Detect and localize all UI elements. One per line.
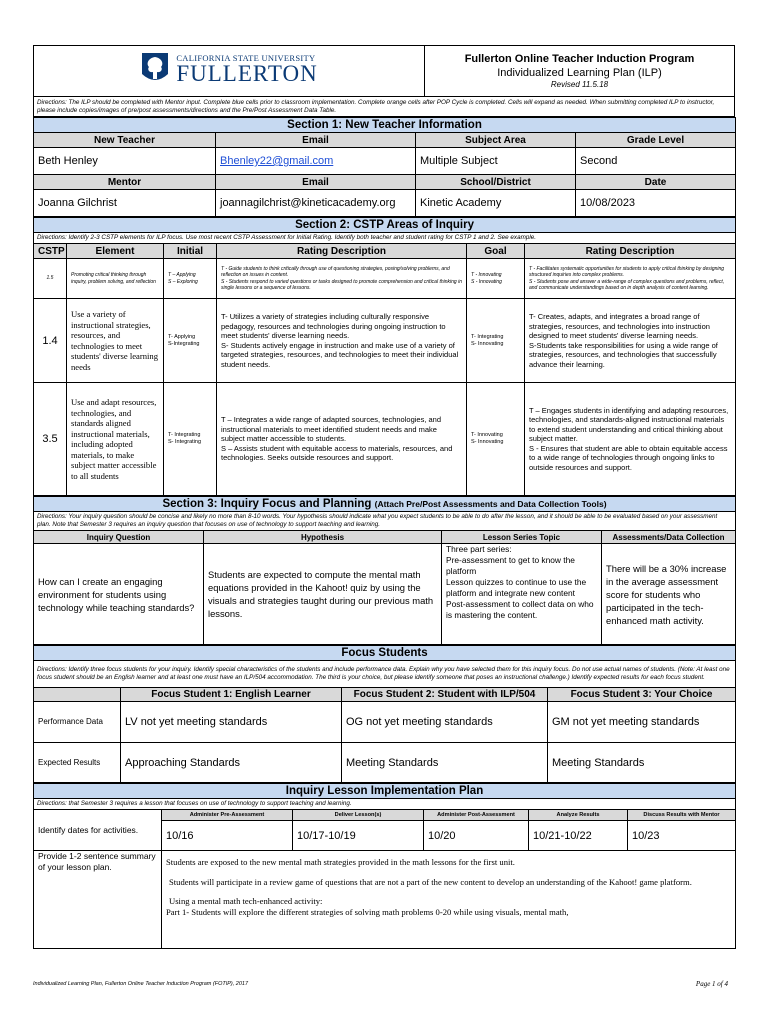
summary-line: Students are exposed to the new mental math strategies provided in the math lessons for the first unit.	[166, 857, 515, 867]
cstp-element[interactable]: Use and adapt resources, technologies, and standards aligned instructional materials, including adopted materials, to make subject matter accessible to all students	[67, 383, 164, 496]
logo-cell	[34, 46, 425, 97]
summary-line: Using a mental math tech-enhanced activity:	[169, 896, 323, 906]
pre-assessment-header: Administer Pre-Assessment	[162, 810, 293, 821]
cstp-number: 3.5	[34, 383, 67, 496]
mentor-email-value[interactable]: joannagilchrist@kineticacademy.org	[216, 190, 416, 217]
summary-line: Students will participate in a review game of questions that are not a part of the new content to develop an understanding of the Kahoot! game platform.	[169, 876, 692, 887]
performance-data-label: Performance Data	[34, 702, 121, 743]
section1-table	[33, 117, 736, 217]
hypothesis-header: Hypothesis	[204, 531, 442, 544]
initial-header: Initial	[164, 244, 217, 259]
header-table	[33, 45, 735, 117]
focus-student2-expected[interactable]: Meeting Standards	[342, 743, 548, 783]
deliver-lessons-header: Deliver Lesson(s)	[293, 810, 424, 821]
focus-corner-cell	[34, 688, 121, 702]
cstp-initial[interactable]: T- Integrating S- Integrating	[164, 383, 217, 496]
plan-title: Individualized Learning Plan (ILP)	[497, 67, 662, 79]
focus-student1-performance[interactable]: LV not yet meeting standards	[121, 702, 342, 743]
focus-student2-performance[interactable]: OG not yet meeting standards	[342, 702, 548, 743]
teacher-email-value[interactable]	[216, 148, 416, 175]
focus-student3-expected[interactable]: Meeting Standards	[548, 743, 736, 783]
university-logo	[140, 52, 317, 86]
focus-student1-header: Focus Student 1: English Learner	[121, 688, 342, 702]
section1-title: Section 1: New Teacher Information	[34, 118, 736, 133]
program-title-cell	[425, 46, 735, 97]
example-goal: T - Innovating S - Innovating	[467, 259, 525, 299]
summary-label: Provide 1-2 sentence summary of your lesson plan.	[34, 851, 162, 949]
example-row	[34, 259, 736, 299]
subject-area-value[interactable]: Multiple Subject	[416, 148, 576, 175]
assessments-header: Assessments/Data Collection	[602, 531, 736, 544]
cstp-goal-description[interactable]: T- Creates, adapts, and integrates a broad range of strategies, resources, and technologies into instruction designed to meet students' diverse learning needs. S-Students take responsibilities for using a wide range of strategies, resources, and technologies that successfully advance their learning.	[525, 299, 736, 383]
summary-line: Part 1- Students will explore the different strategies of solving math problems 0-20 while using visuals, mental math,	[166, 906, 569, 917]
post-assessment-header: Administer Post-Assessment	[424, 810, 529, 821]
school-district-header: School/District	[416, 175, 576, 190]
focus-title: Focus Students	[34, 646, 736, 661]
element-header: Element	[67, 244, 164, 259]
implementation-directions: Directions: that Semester 3 requires a lesson that focuses on use of technology to support teaching and learning.	[34, 799, 736, 810]
cstp-initial[interactable]: T- Applying S-Integrating	[164, 299, 217, 383]
post-assessment-date[interactable]: 10/20	[424, 821, 529, 851]
focus-students-table	[33, 645, 736, 783]
cstp-element[interactable]: Use a variety of instructional strategies, resources, and technologies to meet students' diverse learning needs	[67, 299, 164, 383]
rating-description-header: Rating Description	[217, 244, 467, 259]
discuss-results-date[interactable]: 10/23	[628, 821, 736, 851]
hypothesis-value[interactable]: Students are expected to compute the mental math equations provided in the Kahoot! quiz by using the visuals and strategies taught during our previous math lessons.	[204, 544, 442, 645]
deliver-lessons-date[interactable]: 10/17-10/19	[293, 821, 424, 851]
focus-student1-expected[interactable]: Approaching Standards	[121, 743, 342, 783]
discuss-results-header: Discuss Results with Mentor	[628, 810, 736, 821]
date-header: Date	[576, 175, 736, 190]
date-value[interactable]: 10/08/2023	[576, 190, 736, 217]
focus-student3-header: Focus Student 3: Your Choice	[548, 688, 736, 702]
implementation-title: Inquiry Lesson Implementation Plan	[34, 784, 736, 799]
cstp-description[interactable]: T – Integrates a wide range of adapted sources, technologies, and instructional materials to meet identified student needs and make subject matter accessible to students. S – Assists student with equitable access to materials, resources, and technologies. Seeks outside resources and support.	[217, 383, 467, 496]
pre-assessment-date[interactable]: 10/16	[162, 821, 293, 851]
university-seal-icon	[140, 52, 170, 86]
email-header: Email	[216, 133, 416, 148]
cstp-goal[interactable]: T- Integrating S- Innovating	[467, 299, 525, 383]
section2-directions: Directions: Identify 2-3 CSTP elements for ILP focus. Use most recent CSTP Assessment for Initial Rating. Identify both teacher and student rating for CSTP 1 and 2. See example.	[34, 233, 736, 244]
example-description: T - Guide students to think critically through use of questioning strategies, posing/solving problems, and reflection on issues in content. S - Students respond to varied questions or tasks designed to promote comprehension and critical thinking in single lessons or a sequence of lessons.	[217, 259, 467, 299]
new-teacher-value[interactable]: Beth Henley	[34, 148, 216, 175]
cstp-row[interactable]	[34, 299, 736, 383]
cstp-header: CSTP	[34, 244, 67, 259]
expected-results-label: Expected Results	[34, 743, 121, 783]
example-element: Promoting critical thinking through inquiry, problem solving, and reflection	[67, 259, 164, 299]
university-line: CALIFORNIA STATE UNIVERSITY	[176, 52, 316, 63]
dates-label: Identify dates for activities.	[34, 810, 162, 851]
university-name: FULLERTON	[176, 60, 318, 86]
footer-page-number: Page 1 of 4	[695, 980, 728, 988]
subject-area-header: Subject Area	[416, 133, 576, 148]
lesson-series-topic-value[interactable]: Three part series: Pre-assessment to get to know the platform Lesson quizzes to continue to use the platform and integrate new content Post-assessment to collect data on who is mastering the content.	[442, 544, 602, 645]
grade-level-value[interactable]: Second	[576, 148, 736, 175]
analyze-results-date[interactable]: 10/21-10/22	[529, 821, 628, 851]
analyze-results-header: Analyze Results	[529, 810, 628, 821]
section3-table	[33, 496, 736, 645]
mentor-header: Mentor	[34, 175, 216, 190]
focus-directions: Directions: Identify three focus students for your inquiry. Identify special characteristics of the students and include performance data. Explain why you have selected them for this inquiry focus. Do not use actual names of students. (Note: At least one focus student should be an English learner and at least one must have an ILP/504 accommodation. The third is your choice, but please identify someone that poses an instructional challenge.) Identify expected results for each focus student.	[34, 661, 736, 688]
goal-rating-description-header: Rating Description	[525, 244, 736, 259]
lesson-series-topic-header: Lesson Series Topic	[442, 531, 602, 544]
section3-directions: Directions: Your inquiry question should be concise and likely no more than 8-10 words. Your hypothesis should indicate what you expect students to be able to do after the lesson, and it should be able to be evaluated based on your assessment plan. Note that Semester 3 requires an inquiry question that focuses on use of technology to support teaching and learning.	[34, 512, 736, 531]
section3-title-cell	[34, 497, 736, 512]
section3-title: Section 3: Inquiry Focus and Planning	[162, 498, 372, 510]
mentor-value[interactable]: Joanna Gilchrist	[34, 190, 216, 217]
section2-table	[33, 217, 736, 496]
section2-title: Section 2: CSTP Areas of Inquiry	[34, 218, 736, 233]
inquiry-question-value[interactable]: How can I create an engaging environment for students using technology while teaching standards?	[34, 544, 204, 645]
revised-date: Revised 11.5.18	[550, 80, 609, 89]
top-directions: Directions: The ILP should be completed with Mentor input. Complete blue cells prior to classroom implementation. Complete orange cells after POP Cycle is completed. Cells will expand as needed. When submitting completed ILP to instructor, please include copies/images of pre/post assessments/directions and the Pre/Post Assessment Data Table.	[34, 97, 735, 117]
assessments-value[interactable]: There will be a 30% increase in the average assessment score for students who participated in the tech-enhanced math activity.	[602, 544, 736, 645]
program-title: Fullerton Online Teacher Induction Program	[464, 53, 695, 65]
focus-student3-performance[interactable]: GM not yet meeting standards	[548, 702, 736, 743]
implementation-table	[33, 783, 736, 949]
cstp-goal-description[interactable]: T – Engages students in identifying and adapting resources, technologies, and standards-aligned instructional materials to extend student understanding and critical thinking about subject matter. S - Ensures that student are able to obtain equitable access to a wide range of technologies through ongoing links to outside resources and support.	[525, 383, 736, 496]
cstp-number: 1.4	[34, 299, 67, 383]
school-district-value[interactable]: Kinetic Academy	[416, 190, 576, 217]
focus-student2-header: Focus Student 2: Student with ILP/504	[342, 688, 548, 702]
grade-level-header: Grade Level	[576, 133, 736, 148]
new-teacher-header: New Teacher	[34, 133, 216, 148]
lesson-summary[interactable]	[162, 851, 736, 949]
cstp-description[interactable]: T- Utilizes a variety of strategies including culturally responsive pedagogy, resources and technologies during ongoing instruction to meet students' diverse learning needs. S- Students actively engage in instruction and make use of a variety of targeted strategies, resources, and technologies to meet their individual student needs.	[217, 299, 467, 383]
goal-header: Goal	[467, 244, 525, 259]
mentor-email-header: Email	[216, 175, 416, 190]
example-goal-description: T - Facilitates systematic opportunities for students to apply critical thinking by designing structured inquiries into complex problems. S - Students pose and answer a wide-range of complex questions and problems, reflect, and communicate understandings based on in depth analysis of content learning.	[525, 259, 736, 299]
section3-title-note: (Attach Pre/Post Assessments and Data Collection Tools)	[374, 499, 607, 509]
inquiry-question-header: Inquiry Question	[34, 531, 204, 544]
cstp-row[interactable]	[34, 383, 736, 496]
example-cstp: 1.5	[34, 259, 67, 299]
cstp-goal[interactable]: T- Innovating S- Innovating	[467, 383, 525, 496]
footer-left: Individualized Learning Plan, Fullerton Online Teacher Induction Program (FOTIP), 2017	[33, 981, 249, 987]
teacher-email-link[interactable]: Bhenley22@gmail.com	[220, 155, 334, 167]
example-initial: T – Applying S – Exploring	[164, 259, 217, 299]
ilp-document	[33, 45, 735, 949]
